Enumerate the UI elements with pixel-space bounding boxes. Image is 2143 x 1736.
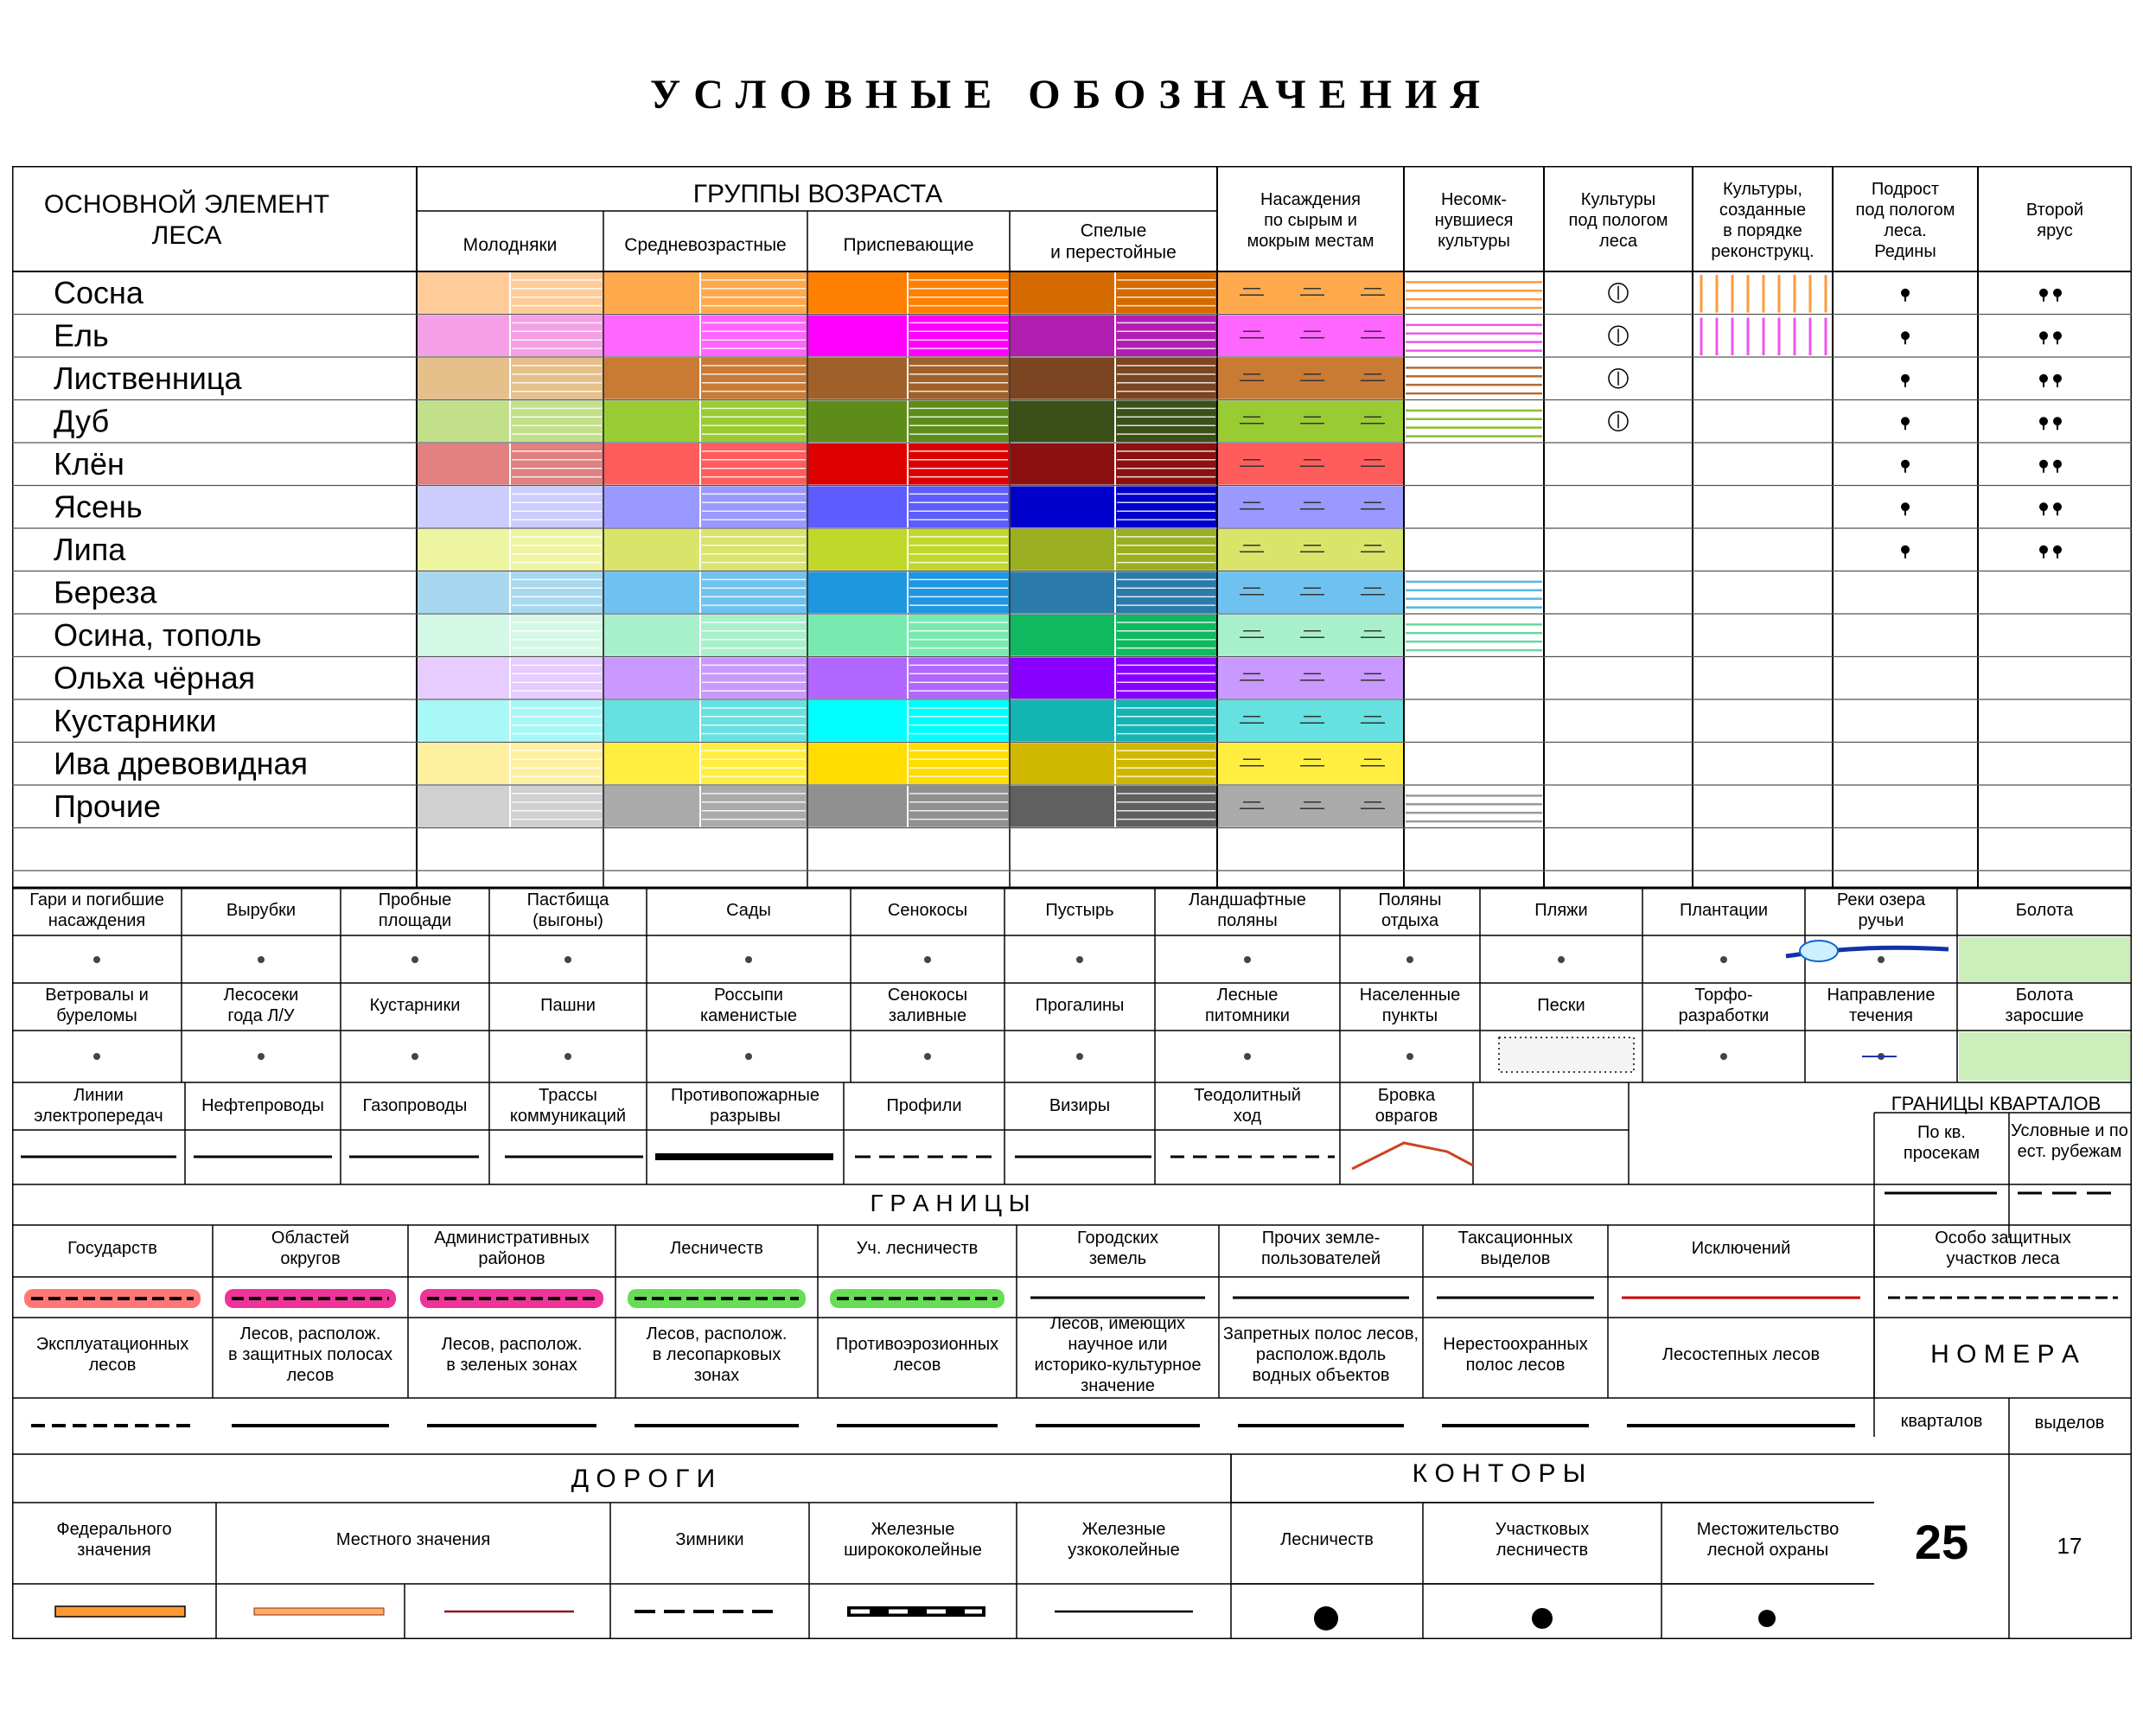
age-swatch (1116, 615, 1216, 656)
border-type-label: Исключений (1691, 1239, 1791, 1259)
age-swatch (808, 487, 907, 528)
map-symbol-icon (745, 956, 752, 963)
map-symbol-icon (924, 956, 931, 963)
age-swatch (808, 572, 907, 614)
symbol-label: Пляжи (1534, 901, 1588, 921)
plot-number: 17 (2057, 1532, 2082, 1559)
age-swatch (909, 658, 1009, 699)
age-swatch (701, 316, 807, 357)
age-swatch (418, 744, 509, 785)
numbers-label: выделов (2034, 1414, 2105, 1433)
line-type-label: Линии электропередач (34, 1086, 163, 1126)
quarters-label: По кв. просекам (1903, 1123, 1980, 1164)
legend-frame (12, 166, 2132, 1639)
age-swatch (808, 358, 907, 399)
swamp-swatch (1959, 937, 2130, 982)
age-swatch (909, 358, 1009, 399)
age-swatch (1011, 401, 1114, 443)
map-symbol-icon (1076, 1053, 1083, 1060)
age-swatch (701, 786, 807, 827)
borders-title: Г Р А Н И Ц Ы (870, 1190, 1030, 1217)
map-symbol-icon (1406, 1053, 1413, 1060)
age-swatch (511, 572, 603, 614)
age-swatch (1116, 744, 1216, 785)
age-swatch (808, 786, 907, 827)
age-swatch (511, 358, 603, 399)
border-type-label: Лесничеств (670, 1239, 763, 1259)
age-swatch (418, 786, 509, 827)
map-symbol-icon (411, 956, 418, 963)
wet-swatch (1218, 786, 1403, 827)
age-swatch (418, 615, 509, 656)
symbol-label: Ветровалы и буреломы (45, 986, 149, 1026)
map-symbol-icon (1244, 1053, 1251, 1060)
road-type-label: Железные узкоколейные (1068, 1520, 1180, 1560)
symbol-label: Направление течения (1827, 986, 1936, 1026)
map-symbol-icon (258, 1053, 265, 1060)
age-swatch (418, 272, 509, 314)
border-type-label: Таксационных выделов (1457, 1229, 1573, 1269)
map-symbol-icon (93, 1053, 100, 1060)
age-swatch (604, 572, 699, 614)
age-swatch (1116, 401, 1216, 443)
age-swatch (1011, 487, 1114, 528)
age-swatch (418, 572, 509, 614)
age-swatch (909, 700, 1009, 742)
federal-road-swatch (55, 1606, 185, 1617)
age-swatch (701, 700, 807, 742)
age-swatch (1116, 572, 1216, 614)
contour-type-label: Участковых лесничеств (1495, 1520, 1590, 1560)
contour-marker-icon (1532, 1608, 1553, 1629)
age-swatch (701, 444, 807, 485)
age-group-header: Молодняки (462, 234, 558, 255)
species-name: Кустарники (54, 702, 217, 738)
line-type-label: Нефтепроводы (201, 1096, 324, 1116)
symbol-label: Болота заросшие (2005, 986, 2084, 1026)
age-swatch (418, 700, 509, 742)
age-swatch (511, 615, 603, 656)
border-type-label: Лесов, располож. в защитных полосах лесов (228, 1324, 392, 1386)
wet-swatch (1218, 401, 1403, 443)
border-type-label: Эксплуатационных лесов (35, 1335, 189, 1375)
symbol-label: Сенокосы (887, 901, 968, 921)
age-swatch (909, 487, 1009, 528)
border-type-label: Запретных полос лесов, располож.вдоль водных объектов (1222, 1324, 1419, 1386)
age-swatch (1116, 529, 1216, 571)
age-swatch (1011, 529, 1114, 571)
extra-column-header: Насаждения по сырым и мокрым местам (1247, 190, 1374, 252)
age-swatch (418, 316, 509, 357)
age-swatch (511, 700, 603, 742)
age-swatch (909, 401, 1009, 443)
age-swatch (701, 487, 807, 528)
age-swatch (701, 529, 807, 571)
symbol-label: Торфо-разработки (1678, 986, 1770, 1026)
extra-column-header: Второй ярус (2025, 201, 2084, 241)
age-swatch (909, 786, 1009, 827)
map-symbol-icon (258, 956, 265, 963)
line-type-label: Теодолитный ход (1194, 1086, 1301, 1126)
species-name: Ель (54, 316, 109, 353)
map-symbol-icon (745, 1053, 752, 1060)
age-swatch (701, 658, 807, 699)
line-type-label: Визиры (1049, 1096, 1111, 1116)
age-swatch (701, 401, 807, 443)
map-symbol-icon (1076, 956, 1083, 963)
age-swatch (1011, 658, 1114, 699)
species-name: Ясень (54, 488, 143, 524)
symbol-label: Пастбища (выгоны) (526, 890, 609, 931)
age-swatch (604, 272, 699, 314)
age-swatch (604, 744, 699, 785)
extra-column-header: Культуры, созданные в порядке реконструкц. (1711, 180, 1815, 262)
age-swatch (604, 358, 699, 399)
symbol-label: Плантации (1679, 901, 1769, 921)
symbol-label: Ландшафтные поляны (1189, 890, 1306, 931)
wet-swatch (1218, 700, 1403, 742)
line-type-label: Профили (886, 1096, 962, 1116)
numbers-label: кварталов (1900, 1412, 1983, 1432)
wet-swatch (1218, 444, 1403, 485)
extra-column-header: Несомк-нувшиеся культуры (1434, 190, 1514, 252)
symbol-label: Пробные площади (378, 890, 452, 931)
age-swatch (1011, 744, 1114, 785)
species-name: Осина, тополь (54, 616, 262, 653)
age-group-header: Средневозрастные (624, 234, 787, 255)
wet-swatch (1218, 744, 1403, 785)
symbol-label: Гари и погибшие насаждения (29, 890, 164, 931)
border-type-label: Городских земель (1076, 1229, 1159, 1269)
map-symbol-icon (1720, 1053, 1727, 1060)
border-type-label: Государств (67, 1239, 157, 1259)
age-swatch (511, 401, 603, 443)
symbol-label: Вырубки (226, 901, 297, 921)
age-swatch (511, 658, 603, 699)
map-symbol-icon (1878, 956, 1885, 963)
symbol-label: Пустырь (1045, 901, 1114, 921)
roads-title: Д О Р О Г И (571, 1464, 716, 1493)
symbol-label: Реки озера ручьи (1836, 890, 1926, 931)
age-swatch (1011, 272, 1114, 314)
border-type-label: Лесов, имеющих научное или историко-культурное значение (1034, 1314, 1202, 1396)
age-swatch (909, 529, 1009, 571)
wet-swatch (1218, 272, 1403, 314)
lake-icon (1800, 941, 1838, 961)
main-element-header: ОСНОВНОЙ ЭЛЕМЕНТ ЛЕСА (43, 189, 330, 250)
age-group-header: Спелые и перестойные (1050, 220, 1177, 263)
quarters-label: Условные и по ест. рубежам (2011, 1121, 2128, 1162)
species-name: Ива древовидная (54, 744, 309, 781)
wet-swatch (1218, 658, 1403, 699)
age-swatch (511, 744, 603, 785)
age-swatch (808, 615, 907, 656)
age-swatch (1011, 786, 1114, 827)
line-type-label: Бровка оврагов (1374, 1086, 1438, 1126)
wet-swatch (1218, 529, 1403, 571)
map-symbol-icon (1558, 956, 1565, 963)
age-swatch (604, 487, 699, 528)
extra-column-header: Культуры под пологом леса (1568, 190, 1668, 252)
age-swatch (604, 786, 699, 827)
line-type-label: Газопроводы (362, 1096, 468, 1116)
age-swatch (1116, 444, 1216, 485)
age-swatch (909, 744, 1009, 785)
age-swatch (808, 700, 907, 742)
age-swatch (604, 444, 699, 485)
age-swatch (701, 272, 807, 314)
age-swatch (1116, 272, 1216, 314)
border-type-label: Лесов, располож. в зеленых зонах (441, 1335, 583, 1375)
age-swatch (1011, 615, 1114, 656)
symbol-label: Россыпи каменистые (699, 986, 798, 1026)
contours-title: К О Н Т О Р Ы (1412, 1458, 1586, 1488)
age-swatch (418, 444, 509, 485)
border-type-label: Областей округов (271, 1229, 350, 1269)
age-swatch (909, 444, 1009, 485)
age-swatch (418, 529, 509, 571)
wet-swatch (1218, 316, 1403, 357)
age-group-header: Приспевающие (843, 234, 974, 255)
map-symbol-icon (1244, 956, 1251, 963)
age-swatch (808, 658, 907, 699)
age-swatch (808, 401, 907, 443)
map-symbol-icon (1720, 956, 1727, 963)
road-type-label: Местного значения (335, 1530, 491, 1550)
age-swatch (511, 487, 603, 528)
age-swatch (808, 529, 907, 571)
age-swatch (909, 272, 1009, 314)
age-swatch (1116, 700, 1216, 742)
wet-swatch (1218, 572, 1403, 614)
border-type-label: Лесостепных лесов (1661, 1345, 1821, 1365)
overgrown-swamp-swatch (1959, 1032, 2130, 1081)
age-swatch (1116, 316, 1216, 357)
quarter-number: 25 (1914, 1514, 1969, 1569)
wet-swatch (1218, 358, 1403, 399)
line-type-label: Трассы коммуникаций (509, 1086, 627, 1126)
border-type-label: Нерестоохранных полос лесов (1443, 1335, 1588, 1375)
age-swatch (604, 700, 699, 742)
species-name: Клён (54, 445, 124, 482)
age-swatch (808, 272, 907, 314)
age-swatch (604, 316, 699, 357)
age-swatch (1116, 358, 1216, 399)
species-name: Сосна (54, 274, 144, 310)
map-symbol-icon (924, 1053, 931, 1060)
border-type-label: Административных районов (434, 1229, 590, 1269)
age-swatch (418, 358, 509, 399)
map-symbol-icon (564, 956, 571, 963)
age-swatch (1011, 358, 1114, 399)
age-swatch (418, 401, 509, 443)
map-symbol-icon (1406, 956, 1413, 963)
age-swatch (909, 615, 1009, 656)
local-road-swatch (254, 1608, 384, 1615)
map-symbol-icon (93, 956, 100, 963)
age-swatch (701, 615, 807, 656)
road-type-label: Зимники (675, 1530, 744, 1550)
age-swatch (1011, 316, 1114, 357)
sand-swatch (1499, 1037, 1634, 1072)
age-swatch (701, 572, 807, 614)
extra-column-header: Подрост под пологом леса. Редины (1855, 180, 1955, 262)
wet-swatch (1218, 487, 1403, 528)
ravine-edge-line (1352, 1143, 1473, 1169)
age-swatch (1011, 572, 1114, 614)
age-swatch (909, 572, 1009, 614)
age-swatch (418, 487, 509, 528)
road-type-label: Железные ширококолейные (844, 1520, 982, 1560)
symbol-label: Пески (1537, 996, 1585, 1016)
age-swatch (808, 444, 907, 485)
symbol-label: Сенокосы заливные (887, 986, 968, 1026)
age-groups-title: ГРУППЫ ВОЗРАСТА (692, 179, 943, 208)
species-name: Лиственница (54, 360, 242, 396)
age-swatch (604, 401, 699, 443)
symbol-label: Пашни (540, 996, 596, 1016)
age-swatch (511, 316, 603, 357)
age-swatch (1011, 444, 1114, 485)
age-swatch (511, 272, 603, 314)
age-swatch (1011, 700, 1114, 742)
map-symbol-icon (411, 1053, 418, 1060)
contour-marker-icon (1758, 1610, 1776, 1627)
map-symbol-icon (564, 1053, 571, 1060)
age-swatch (701, 744, 807, 785)
border-type-label: Лесов, располож. в лесопарковых зонах (646, 1324, 788, 1386)
page-title: УСЛОВНЫЕ ОБОЗНАЧЕНИЯ (650, 72, 1493, 118)
age-swatch (1116, 658, 1216, 699)
border-type-label: Противоэрозионных лесов (835, 1335, 999, 1375)
age-swatch (808, 744, 907, 785)
symbol-label: Населенные пункты (1359, 986, 1461, 1026)
age-swatch (511, 786, 603, 827)
wet-swatch (1218, 615, 1403, 656)
contour-type-label: Лесничеств (1280, 1530, 1374, 1550)
quarters-title: ГРАНИЦЫ КВАРТАЛОВ (1891, 1092, 2102, 1114)
species-name: Береза (54, 573, 157, 610)
symbol-label: Сады (726, 901, 771, 921)
contour-type-label: Местожительство лесной охраны (1696, 1520, 1840, 1560)
symbol-label: Поляны отдыха (1378, 890, 1442, 931)
age-swatch (511, 529, 603, 571)
age-swatch (604, 615, 699, 656)
contour-marker-icon (1314, 1606, 1338, 1631)
border-type-label: Прочих земле-пользователей (1260, 1229, 1381, 1269)
symbol-label: Лесосеки года Л/У (223, 986, 299, 1026)
age-swatch (808, 316, 907, 357)
legend-table (12, 166, 2132, 1639)
age-swatch (418, 658, 509, 699)
line-type-label: Противопожарные разрывы (671, 1086, 820, 1126)
species-name: Ольха чёрная (54, 659, 256, 695)
age-swatch (1116, 786, 1216, 827)
symbol-label: Болота (2015, 901, 2074, 921)
age-swatch (1116, 487, 1216, 528)
symbol-label: Лесные питомники (1205, 986, 1290, 1026)
road-type-label: Федерального значения (56, 1520, 172, 1560)
symbol-label: Прогалины (1035, 996, 1125, 1016)
age-swatch (701, 358, 807, 399)
age-swatch (604, 658, 699, 699)
species-name: Липа (54, 531, 126, 567)
numbers-title: Н О М Е Р А (1930, 1339, 2079, 1369)
border-type-label: Особо защитных участков леса (1935, 1229, 2071, 1269)
species-name: Прочие (54, 788, 162, 824)
age-swatch (511, 444, 603, 485)
age-swatch (604, 529, 699, 571)
age-swatch (909, 316, 1009, 357)
species-name: Дуб (54, 402, 110, 438)
symbol-label: Кустарники (369, 996, 461, 1016)
border-type-label: Уч. лесничеств (856, 1239, 979, 1259)
